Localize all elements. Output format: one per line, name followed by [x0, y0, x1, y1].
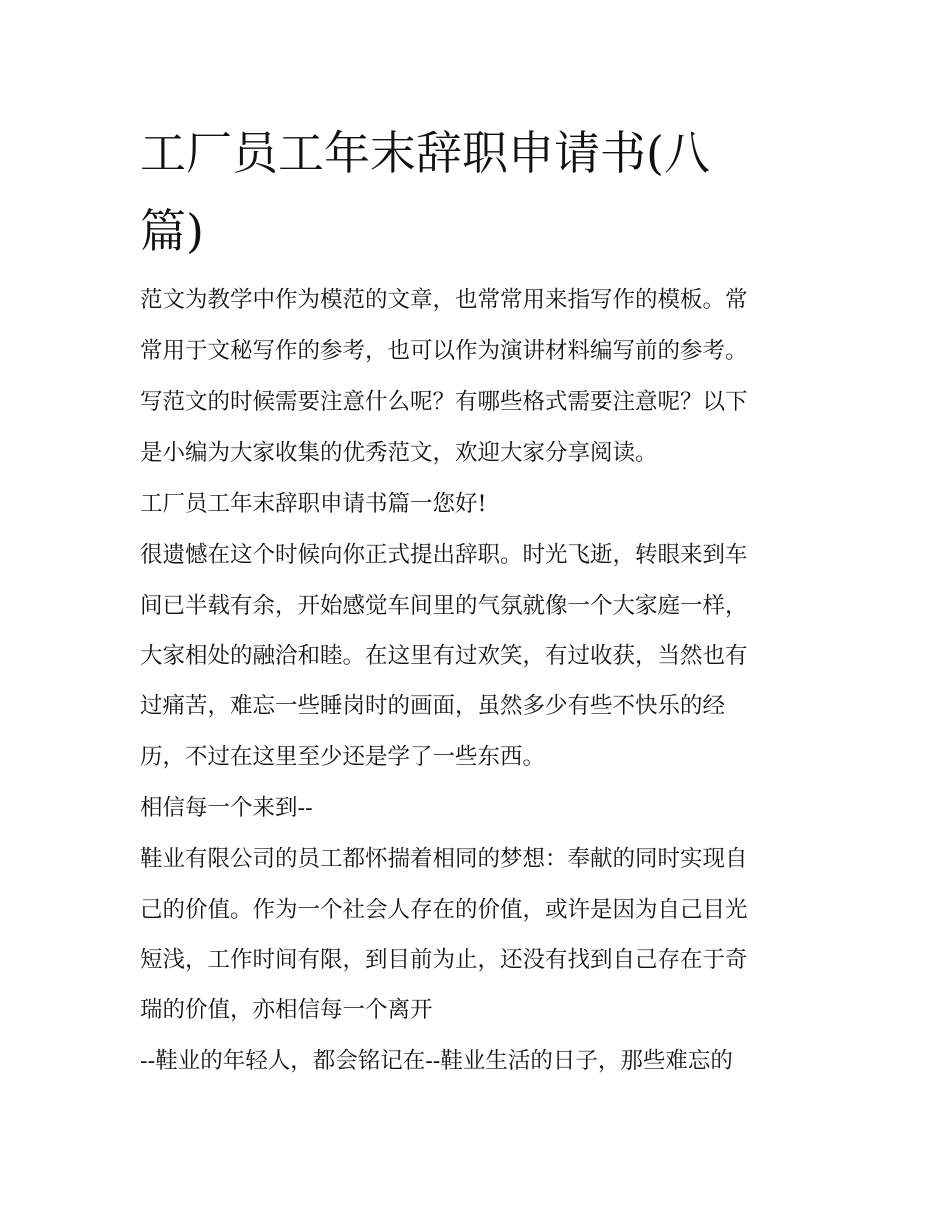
body-line: 很遗憾在这个时候向你正式提出辞职。时光飞逝，转眼来到车	[140, 542, 748, 568]
body-line: 是小编为大家收集的优秀范文，欢迎大家分享阅读。	[140, 440, 658, 466]
body-line: 写范文的时候需要注意什么呢？有哪些格式需要注意呢？以下	[140, 389, 748, 415]
body-line: 瑞的价值，亦相信每一个离开	[140, 997, 433, 1023]
body-line: 间已半载有余，开始感觉车间里的气氛就像一个大家庭一样，	[140, 593, 748, 619]
title-line: 工厂员工年末辞职申请书(八	[140, 126, 710, 180]
document-title	[140, 114, 820, 270]
body-line: 历，不过在这里至少还是学了一些东西。	[140, 744, 546, 770]
body-line: 范文为教学中作为模范的文章，也常常用来指写作的模板。常	[140, 287, 748, 313]
body-line: --鞋业的年轻人，都会铭记在--鞋业生活的日子，那些难忘的	[140, 1048, 733, 1074]
body-line: 短浅，工作时间有限，到目前为止，还没有找到自己存在于奇	[140, 947, 748, 973]
section-heading: 工厂员工年末辞职申请书篇一您好!	[140, 491, 487, 517]
body-line: 常用于文秘写作的参考，也可以作为演讲材料编写前的参考。	[140, 338, 748, 364]
body-line: 相信每一个来到--	[140, 795, 313, 821]
body-line: 大家相处的融洽和睦。在这里有过欢笑，有过收获，当然也有	[140, 643, 748, 669]
body-line: 过痛苦，难忘一些睡岗时的画面，虽然多少有些不快乐的经	[140, 693, 726, 719]
title-line: 篇)	[140, 204, 204, 258]
body-line: 己的价值。作为一个社会人存在的价值，或许是因为自己目光	[140, 897, 748, 923]
body-line: 鞋业有限公司的员工都怀揣着相同的梦想：奉献的同时实现自	[140, 846, 748, 872]
